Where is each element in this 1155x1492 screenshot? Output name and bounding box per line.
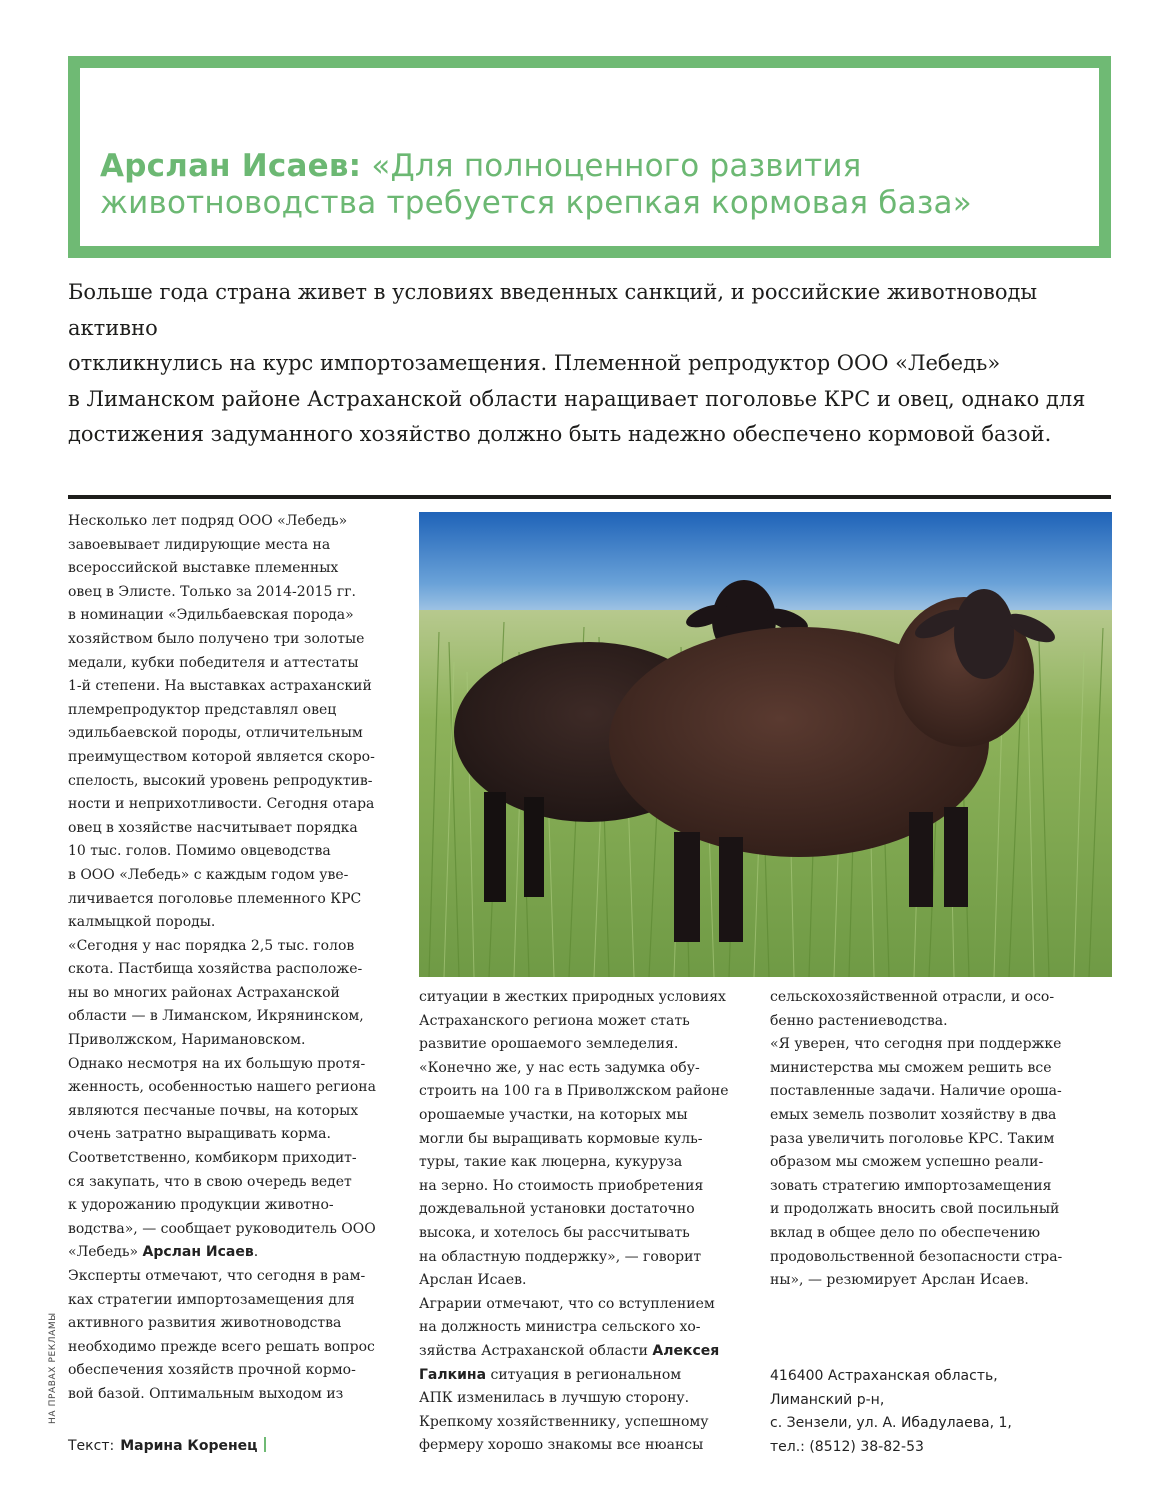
text-line: могли бы выращивать кормовые куль-: [419, 1130, 703, 1147]
text-line: спелость, высокий уровень репродуктив-: [68, 772, 373, 789]
text-run: «Лебедь»: [68, 1244, 143, 1261]
text-line: [68, 1241, 376, 1265]
text-line: ны», — резюмирует Арслан Исаев.: [770, 1272, 1029, 1289]
text-line: хозяйством было получено три золотые: [68, 630, 365, 647]
text-line: Соответственно, комбикорм приходит-: [68, 1150, 357, 1167]
address-line: Лиманский р-н,: [770, 1391, 885, 1408]
headline-speaker: Арслан Исаев:: [100, 148, 362, 184]
person-name: Арслан Исаев: [142, 1244, 254, 1261]
text-line: и продолжать вносить свой посильный: [770, 1201, 1060, 1218]
credit-accent-bar: [264, 1437, 266, 1452]
text-line: орошаемые участки, на которых мы: [419, 1106, 688, 1123]
text-line: Однако несмотря на их большую протя-: [68, 1055, 366, 1072]
person-name: Галкина: [419, 1366, 487, 1383]
lead-line: достижения задуманного хозяйство должно быть надежно обеспечено кормовой базой.: [68, 422, 1052, 446]
text-line: раза увеличить поголовье КРС. Таким: [770, 1130, 1055, 1147]
text-line: очень затратно выращивать корма.: [68, 1126, 331, 1143]
text-line: поставленные задачи. Наличие ороша-: [770, 1083, 1062, 1100]
text-line: необходимо прежде всего решать вопрос: [68, 1338, 375, 1355]
text-line: [419, 1364, 729, 1388]
text-line: министерства мы сможем решить все: [770, 1059, 1052, 1076]
text-line: бенно растениеводства.: [770, 1012, 948, 1029]
text-line: медали, кубки победителя и аттестаты: [68, 654, 359, 671]
author-credit: [68, 1437, 266, 1454]
person-name: Алексея: [652, 1342, 720, 1359]
text-line: на областную поддержку», — говорит: [419, 1248, 702, 1265]
text-line: водства», — сообщает руководитель ООО: [68, 1220, 376, 1237]
text-line: эдильбаевской породы, отличительным: [68, 725, 363, 742]
text-line: вой базой. Оптимальным выходом из: [68, 1385, 344, 1402]
headline-quote-1: «Для полноценного развития: [361, 148, 862, 184]
text-line: калмыцкой породы.: [68, 914, 216, 931]
credit-label: Текст:: [68, 1438, 115, 1454]
text-line: фермеру хорошо знакомы все нюансы: [419, 1437, 704, 1454]
text-line: вклад в общее дело по обеспечению: [770, 1224, 1041, 1241]
text-run: ситуация в региональном: [486, 1366, 682, 1383]
text-line: овец в Элисте. Только за 2014-2015 гг.: [68, 583, 356, 600]
phone-line: тел.: (8512) 38-82-53: [770, 1438, 924, 1455]
text-line: емых земель позволит хозяйству в два: [770, 1106, 1057, 1123]
text-line: развитие орошаемого земледелия.: [419, 1036, 679, 1053]
address-line: с. Зензели, ул. А. Ибадулаева, 1,: [770, 1415, 1012, 1432]
text-line: активного развития животноводства: [68, 1315, 342, 1332]
author-name: Марина Коренец: [120, 1438, 258, 1454]
text-line: Астраханского региона может стать: [419, 1012, 690, 1029]
text-line: образом мы сможем успешно реали-: [770, 1154, 1044, 1171]
text-line: сельскохозяйственной отрасли, и осо-: [770, 989, 1055, 1005]
text-line: области — в Лиманском, Икрянинском,: [68, 1008, 364, 1025]
text-line: ны во многих районах Астраханской: [68, 984, 340, 1001]
lead-line: откликнулись на курс импортозамещения. Племенной репродуктор ООО «Лебедь»: [68, 351, 1001, 375]
text-line: являются песчаные почвы, на которых: [68, 1102, 359, 1119]
lead-line: Больше года страна живет в условиях введенных санкций, и российские животноводы активно: [68, 280, 1038, 340]
text-line: 10 тыс. голов. Помимо овцеводства: [68, 843, 331, 860]
text-run: .: [253, 1244, 259, 1261]
text-line: Несколько лет подряд ООО «Лебедь»: [68, 513, 348, 529]
text-line: обеспечения хозяйств прочной кормо-: [68, 1362, 356, 1379]
text-line: женность, особенностью нашего региона: [68, 1079, 376, 1096]
text-line: Аграрии отмечают, что со вступлением: [419, 1295, 715, 1312]
text-line: строить на 100 га в Приволжском районе: [419, 1083, 729, 1100]
text-line: Эксперты отмечают, что сегодня в рам-: [68, 1268, 366, 1284]
text-line: на должность министра сельского хо-: [419, 1319, 701, 1336]
text-line: преимуществом которой является скоро-: [68, 748, 375, 765]
lead-paragraph: [68, 275, 1118, 453]
text-line: Крепкому хозяйственнику, успешному: [419, 1413, 709, 1430]
text-line: «Я уверен, что сегодня при поддержке: [770, 1036, 1062, 1053]
text-line: «Сегодня у нас порядка 2,5 тыс. голов: [68, 937, 355, 954]
lead-line: в Лиманском районе Астраханской области наращивает поголовье КРС и овец, однако для: [68, 386, 1086, 411]
company-address: [770, 1365, 1012, 1459]
text-line: ности и неприхотливости. Сегодня отара: [68, 796, 375, 813]
text-line: ся закупать, что в свою очередь ведет: [68, 1173, 352, 1190]
text-line: АПК изменилась в лучшую сторону.: [419, 1390, 690, 1407]
text-line: ситуации в жестких природных условиях: [419, 989, 726, 1005]
text-line: туры, такие как люцерна, кукуруза: [419, 1154, 683, 1171]
text-line: «Конечно же, у нас есть задумка обу-: [419, 1059, 700, 1076]
text-line: личивается поголовье племенного КРС: [68, 890, 362, 907]
column-2: [419, 986, 729, 1458]
sheep-photo: [419, 512, 1112, 977]
text-line: в ООО «Лебедь» с каждым годом уве-: [68, 866, 349, 883]
text-line: к удорожанию продукции животно-: [68, 1197, 334, 1214]
column-3: [770, 986, 1062, 1293]
advertising-notice: НА ПРАВАХ РЕКЛАМЫ: [48, 1312, 58, 1424]
text-line: на зерно. Но стоимость приобретения: [419, 1177, 704, 1194]
section-divider: [68, 495, 1111, 499]
text-line: ках стратегии импортозамещения для: [68, 1291, 355, 1308]
text-line: зовать стратегию импортозамещения: [770, 1177, 1052, 1194]
text-line: овец в хозяйстве насчитывает порядка: [68, 819, 358, 836]
headline-quote-2: животноводства требуется крепкая кормовая база»: [100, 185, 972, 221]
text-line: племрепродуктор представлял овец: [68, 701, 337, 718]
headline: [100, 148, 1100, 222]
address-line: 416400 Астраханская область,: [770, 1368, 998, 1384]
text-line: 1-й степени. На выставках астраханский: [68, 678, 372, 695]
text-line: продовольственной безопасности стра-: [770, 1248, 1063, 1265]
text-line: завоевывает лидирующие места на: [68, 536, 331, 553]
text-line: всероссийской выставке племенных: [68, 560, 339, 577]
text-run: зяйства Астраханской области: [419, 1342, 653, 1359]
column-1: [68, 510, 376, 1407]
text-line: Приволжском, Наримановском.: [68, 1032, 306, 1049]
text-line: высока, и хотелось бы рассчитывать: [419, 1224, 690, 1241]
text-line: скота. Пастбища хозяйства расположе-: [68, 961, 363, 978]
text-line: дождевальной установки достаточно: [419, 1201, 695, 1218]
text-line: [419, 1340, 729, 1364]
text-line: в номинации «Эдильбаевская порода»: [68, 607, 354, 624]
text-line: Арслан Исаев.: [419, 1272, 527, 1289]
